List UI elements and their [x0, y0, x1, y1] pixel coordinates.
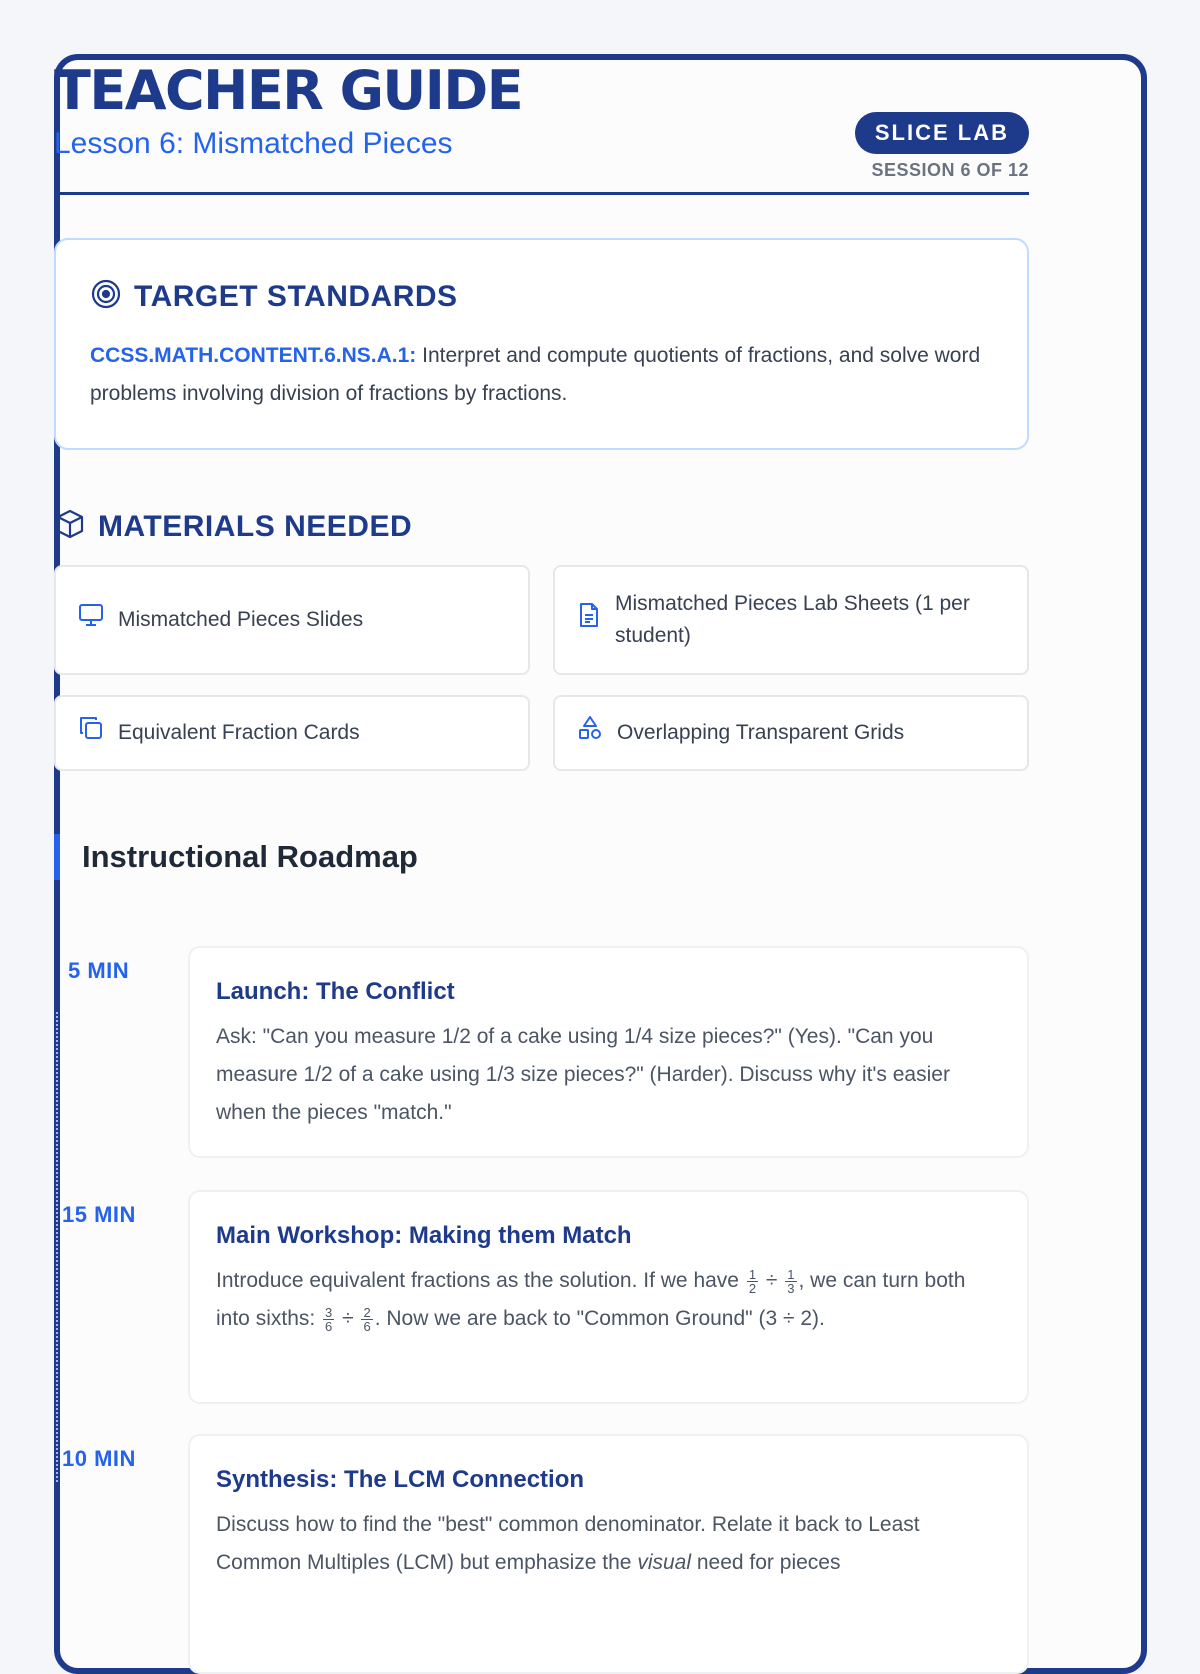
- material-item: [553, 695, 1029, 771]
- fraction-denominator: 3: [787, 1280, 795, 1296]
- target-standards-box: [54, 238, 1029, 450]
- material-item: [553, 565, 1029, 675]
- phase-title: Synthesis: The LCM Connection: [216, 1466, 585, 1493]
- fraction: [361, 1306, 372, 1333]
- phase-title: Main Workshop: Making them Match: [216, 1222, 632, 1249]
- lesson-subtitle: Lesson 6: Mismatched Pieces: [54, 127, 453, 160]
- material-item: [54, 695, 530, 771]
- standards-heading-label: TARGET STANDARDS: [134, 279, 458, 313]
- body-text: Introduce equivalent fractions as the solution. If we have: [216, 1269, 745, 1292]
- material-label: Mismatched Pieces Lab Sheets (1 per student): [615, 592, 970, 647]
- fraction-numerator: 1: [748, 1266, 757, 1282]
- document-icon: [577, 602, 601, 638]
- fraction-denominator: 6: [363, 1318, 371, 1334]
- operator: ÷: [336, 1307, 360, 1330]
- page-title: TEACHER GUIDE: [54, 59, 523, 122]
- fraction-denominator: 2: [748, 1280, 757, 1296]
- phase-body: Ask: "Can you measure 1/2 of a cake using 1/4 size pieces?" (Yes). "Can you measure 1/2 of a cake using 1/3 size pieces?" (Harder). Discuss why it's easier when the pieces "match.": [216, 1025, 950, 1124]
- roadmap-heading: Instructional Roadmap: [54, 834, 418, 880]
- phase-title: Launch: The Conflict: [216, 978, 455, 1005]
- body-text: need for pieces: [691, 1551, 841, 1574]
- fraction-numerator: 3: [325, 1304, 333, 1320]
- fraction: [323, 1306, 334, 1333]
- phase-duration: 5 MIN: [68, 958, 130, 983]
- phase-duration: 15 MIN: [62, 1202, 136, 1227]
- materials-grid: [54, 565, 1029, 771]
- timeline-line: [56, 1012, 58, 1482]
- fraction-numerator: 1: [787, 1266, 795, 1282]
- fraction-denominator: 6: [325, 1318, 333, 1334]
- materials-heading-label: MATERIALS NEEDED: [98, 509, 413, 543]
- material-label: Mismatched Pieces Slides: [118, 608, 364, 631]
- page-header: [54, 59, 1029, 180]
- badge-group: [855, 112, 1029, 181]
- cards-icon: [78, 715, 104, 751]
- box-icon: [54, 508, 86, 545]
- material-label: Overlapping Transparent Grids: [617, 721, 905, 744]
- fraction: [747, 1268, 758, 1295]
- fraction-numerator: 2: [363, 1304, 371, 1320]
- phase-card: [188, 1434, 1029, 1674]
- phase-body: [216, 1262, 1001, 1338]
- standards-description: [90, 337, 993, 413]
- target-icon: [90, 278, 122, 315]
- material-item: [54, 565, 530, 675]
- standard-code: CCSS.MATH.CONTENT.6.NS.A.1:: [90, 344, 417, 367]
- body-text: . Now we are back to "Common Ground" (3 ÷ 2).: [374, 1307, 825, 1330]
- body-text: , we can turn both into sixths:: [216, 1269, 966, 1330]
- phase-body: [216, 1506, 1001, 1582]
- materials-heading: [54, 508, 412, 545]
- phase-card: [188, 1190, 1029, 1404]
- material-label: Equivalent Fraction Cards: [118, 721, 360, 744]
- operator: ÷: [760, 1269, 784, 1292]
- header-divider: [54, 192, 1029, 195]
- phase-duration: 10 MIN: [62, 1446, 136, 1471]
- monitor-icon: [78, 602, 104, 638]
- standards-heading: [90, 278, 993, 315]
- shapes-icon: [577, 715, 603, 751]
- body-emphasis: visual: [637, 1551, 692, 1574]
- program-badge: SLICE LAB: [855, 112, 1029, 154]
- body-text: Discuss how to find the "best" common denominator. Relate it back to Least Common Multiples (LCM) but emphasize the: [216, 1513, 920, 1574]
- phase-card: [188, 946, 1029, 1158]
- session-label: SESSION 6 OF 12: [871, 160, 1029, 180]
- fraction: [785, 1268, 796, 1295]
- standard-text: Interpret and compute quotients of fractions, and solve word problems involving division of fractions by fractions.: [90, 344, 981, 405]
